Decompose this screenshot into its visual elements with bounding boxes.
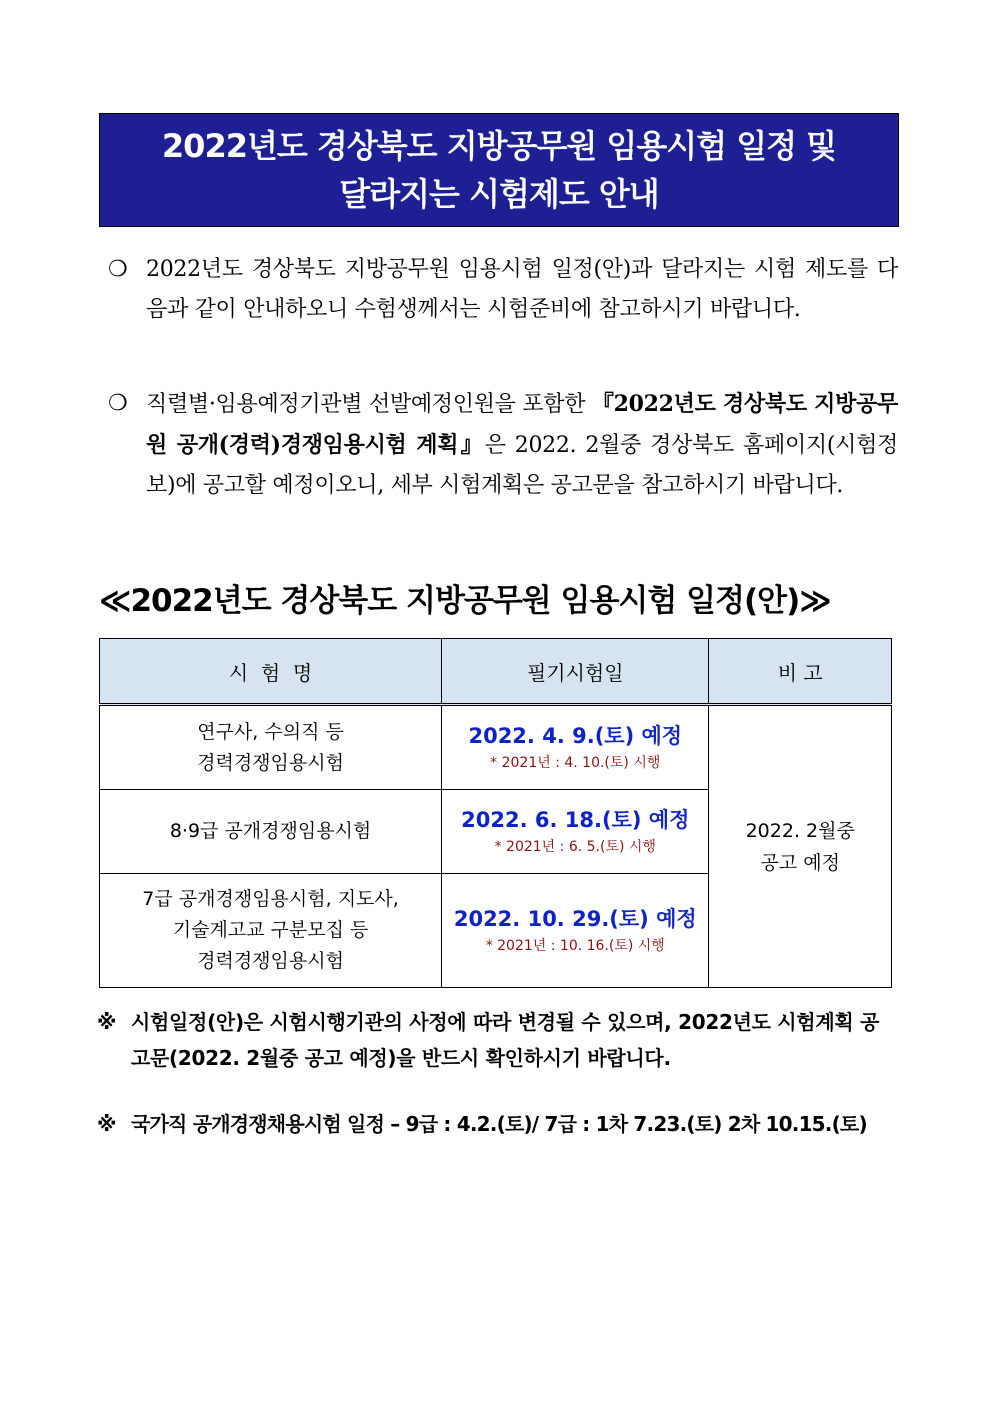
intro-paragraph-2-text (146, 384, 898, 506)
reference-mark-icon: ※ (97, 1112, 116, 1136)
exam-date: 2022. 6. 18.(토) 예정 (461, 807, 690, 832)
exam-date: 2022. 4. 9.(토) 예정 (468, 723, 683, 748)
schedule-title: ≪2022년도 경상북도 지방공무원 임용시험 일정(안)≫ (99, 583, 831, 619)
exam-name-cell (100, 790, 442, 874)
circle-bullet-icon: ❍ (108, 391, 128, 416)
header-exam-name: 시 험 명 (100, 639, 442, 705)
table-row (100, 705, 892, 790)
exam-plan-title: 『2022년도 경상북도 지방공무원 공개(경력)경쟁임용시험 계획』 (146, 391, 898, 458)
reference-mark-icon: ※ (97, 1010, 117, 1034)
exam-name-line: 연구사, 수의직 등 (197, 720, 344, 743)
remark-line: 공고 예정 (760, 851, 840, 874)
page-title-banner (99, 113, 899, 227)
exam-name-line: 7급 공개경쟁임용시험, 지도사, (142, 888, 399, 910)
circle-bullet-icon: ❍ (108, 257, 128, 282)
remark-cell (709, 705, 892, 988)
exam-date-cell (442, 705, 709, 790)
national-exam-note-text: 국가직 공개경쟁채용시험 일정 – 9급 : 4.2.(토)/ 7급 : 1차 7.23.(토) 2차 10.15.(토) (131, 1112, 867, 1136)
intro-paragraph-1 (108, 250, 898, 330)
exam-name-line: 경력경쟁임용시험 (197, 751, 344, 774)
national-exam-note (97, 1106, 897, 1142)
exam-schedule-table (99, 638, 892, 988)
exam-date-cell (442, 790, 709, 874)
exam-name-line: 경력경쟁임용시험 (197, 950, 344, 972)
intro-paragraph-1-text: 2022년도 경상북도 지방공무원 임용시험 일정(안)과 달라지는 시험 제도를 다음과 같이 안내하오니 수험생께서는 시험준비에 참고하시기 바랍니다. (146, 257, 898, 322)
previous-year-date: * 2021년 : 6. 5.(토) 시행 (494, 838, 656, 855)
exam-name-line: 기술계고교 구분모집 등 (172, 919, 369, 941)
header-remarks: 비 고 (709, 639, 892, 705)
header-written-exam-date: 필기시험일 (442, 639, 709, 705)
previous-year-date: * 2021년 : 10. 16.(토) 시행 (485, 937, 665, 954)
remark-line: 2022. 2월중 (745, 819, 855, 842)
intro-paragraph-2 (108, 384, 898, 506)
exam-name-line: 8·9급 공개경쟁임용시험 (169, 820, 372, 842)
schedule-change-note (97, 1004, 897, 1076)
exam-date: 2022. 10. 29.(토) 예정 (453, 906, 697, 931)
previous-year-date: * 2021년 : 4. 10.(토) 시행 (490, 754, 661, 771)
exam-name-cell (100, 705, 442, 790)
paragraph-2-text-before: 직렬별·임용예정기관별 선발예정인원을 포함한 (146, 392, 592, 417)
exam-date-cell (442, 874, 709, 988)
page-title-line-2: 달라지는 시험제도 안내 (339, 175, 659, 213)
schedule-change-note-text: 시험일정(안)은 시험시행기관의 사정에 따라 변경될 수 있으며, 2022년도 시험계획 공고문(2022. 2월중 공고 예정)을 반드시 확인하시기 바랍니다. (131, 1010, 880, 1070)
paragraph-2-text-after: 은 2022. 2월중 경상북도 홈페이지(시험정보)에 공고할 예정이오니, 세부 시험계획은 공고문을 참고하시기 바랍니다. (146, 433, 898, 498)
table-header-row (100, 639, 892, 705)
exam-name-cell (100, 874, 442, 988)
page-title-line-1: 2022년도 경상북도 지방공무원 임용시험 일정 및 (161, 127, 837, 165)
